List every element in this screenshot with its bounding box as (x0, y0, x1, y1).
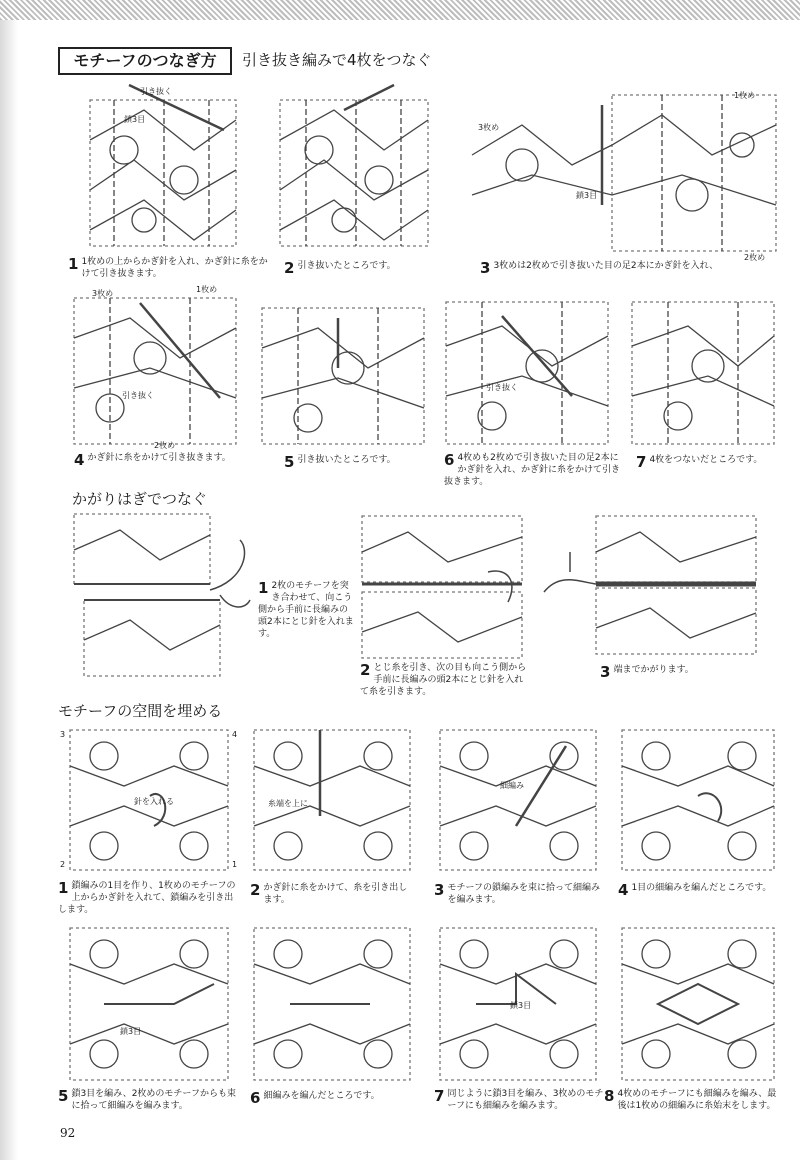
caption-s1-6: 6 4枚めも2枚めで引き抜いた目の足2本にかぎ針を入れ、かぎ針に糸をかけて引き抜きます。 (444, 451, 620, 487)
caption-s3-3: 3 モチーフの鎖編みを束に拾って細編みを編みます。 (434, 881, 600, 905)
illustration-step3-5 (64, 924, 234, 1084)
label-mai1-a: 1枚め (734, 91, 756, 100)
label-num-3: 3 (60, 730, 66, 739)
label-itowo: 糸端を上に (268, 799, 308, 808)
section-title-fill: モチーフの空間を埋める (58, 702, 223, 720)
caption-s1-2: 2 引き抜いたところです。 (284, 259, 396, 277)
caption-s3-8: 8 4枚めのモチーフにも細編みを編み、最後は1枚めの細編みに糸始末をします。 (604, 1087, 777, 1111)
label-hikinuku-3: 引き抜く (486, 383, 518, 392)
caption-s3-6: 6 細編みを編んだところです。 (250, 1089, 380, 1107)
page-spine-shadow (0, 20, 18, 1160)
section-header-box: モチーフのつなぎ方 (58, 47, 232, 75)
caption-s2-1: 1 2枚のモチーフを突き合わせて、向こう側から手前に長編みの頭2本にとじ針を入れます。 (258, 579, 354, 639)
illustration-step1-4 (70, 288, 240, 448)
label-num-2: 2 (60, 860, 66, 869)
label-kusari3-2: 鎖3目 (576, 191, 598, 200)
illustration-step1-6 (442, 296, 612, 448)
caption-s1-5: 5 引き抜いたところです。 (284, 453, 396, 471)
caption-s3-1: 1 鎖編みの1目を作り、1枚めのモチーフの上からかぎ針を入れて、鎖編みを引き出します。 (58, 879, 236, 915)
caption-s3-5: 5 鎖3目を編み、2枚めのモチーフからも束に拾って細編みを編みます。 (58, 1087, 236, 1111)
caption-s1-3: 3 3枚めは2枚めで引き抜いた目の足2本にかぎ針を入れ、 (480, 259, 719, 277)
caption-s1-7: 7 4枚をつないだところです。 (636, 453, 763, 471)
section-title-whip: かがりはぎでつなぐ (72, 490, 208, 508)
illustration-step3-3 (436, 726, 600, 874)
illustration-step2-2 (358, 512, 528, 662)
caption-s1-1: 1 1枚めの上からかぎ針を入れ、かぎ針に糸をかけて引き抜きます。 (68, 255, 268, 279)
label-hosoami: 細編み (500, 781, 524, 790)
caption-s3-4: 4 1目の細編みを編んだところです。 (618, 881, 772, 899)
caption-s2-3: 3 端までかがります。 (600, 663, 694, 681)
label-mai3-b: 3枚め (92, 289, 114, 298)
label-kusari3-1: 鎖3目 (124, 115, 146, 124)
illustration-step2-3 (540, 512, 780, 658)
label-kusari3-4: 鎖3目 (510, 1001, 532, 1010)
illustration-step1-7 (628, 296, 778, 448)
label-mai2-a: 2枚め (744, 253, 766, 262)
caption-s3-2: 2 かぎ針に糸をかけて、糸を引き出します。 (250, 881, 408, 905)
label-num-1: 1 (232, 860, 238, 869)
illustration-step3-8 (618, 924, 778, 1084)
illustration-step2-1 (70, 510, 260, 680)
label-num-4: 4 (232, 730, 238, 739)
label-hikinuku-1: 引き抜く (140, 87, 172, 96)
label-hariireru: 針を入れる (134, 797, 174, 806)
section-header-subtitle: 引き抜き編みで4枚をつなぐ (242, 51, 432, 69)
label-hikinuku-2: 引き抜く (122, 391, 154, 400)
illustration-step1-1 (84, 80, 242, 250)
caption-s1-4: 4 かぎ針に糸をかけて引き抜きます。 (74, 451, 231, 469)
caption-s3-7: 7 同じように鎖3目を編み、3枚めのモチーフにも細編みを編みます。 (434, 1087, 604, 1111)
illustration-step3-6 (250, 924, 414, 1084)
illustration-step1-2 (274, 80, 434, 250)
label-mai2-b: 2枚め (154, 441, 176, 450)
top-pattern-strip (0, 0, 800, 20)
page-number: 92 (60, 1126, 76, 1140)
label-kusari3-3: 鎖3目 (120, 1027, 142, 1036)
illustration-step3-4 (618, 726, 778, 874)
label-mai3-a: 3枚め (478, 123, 500, 132)
illustration-step1-3 (462, 85, 782, 255)
label-mai1-b: 1枚め (196, 285, 218, 294)
illustration-step1-5 (258, 298, 428, 448)
caption-s2-2: 2 とじ糸を引き、次の目も向こう側から手前に長編みの頭2本にとじ針を入れて糸を引きます。 (360, 661, 527, 697)
